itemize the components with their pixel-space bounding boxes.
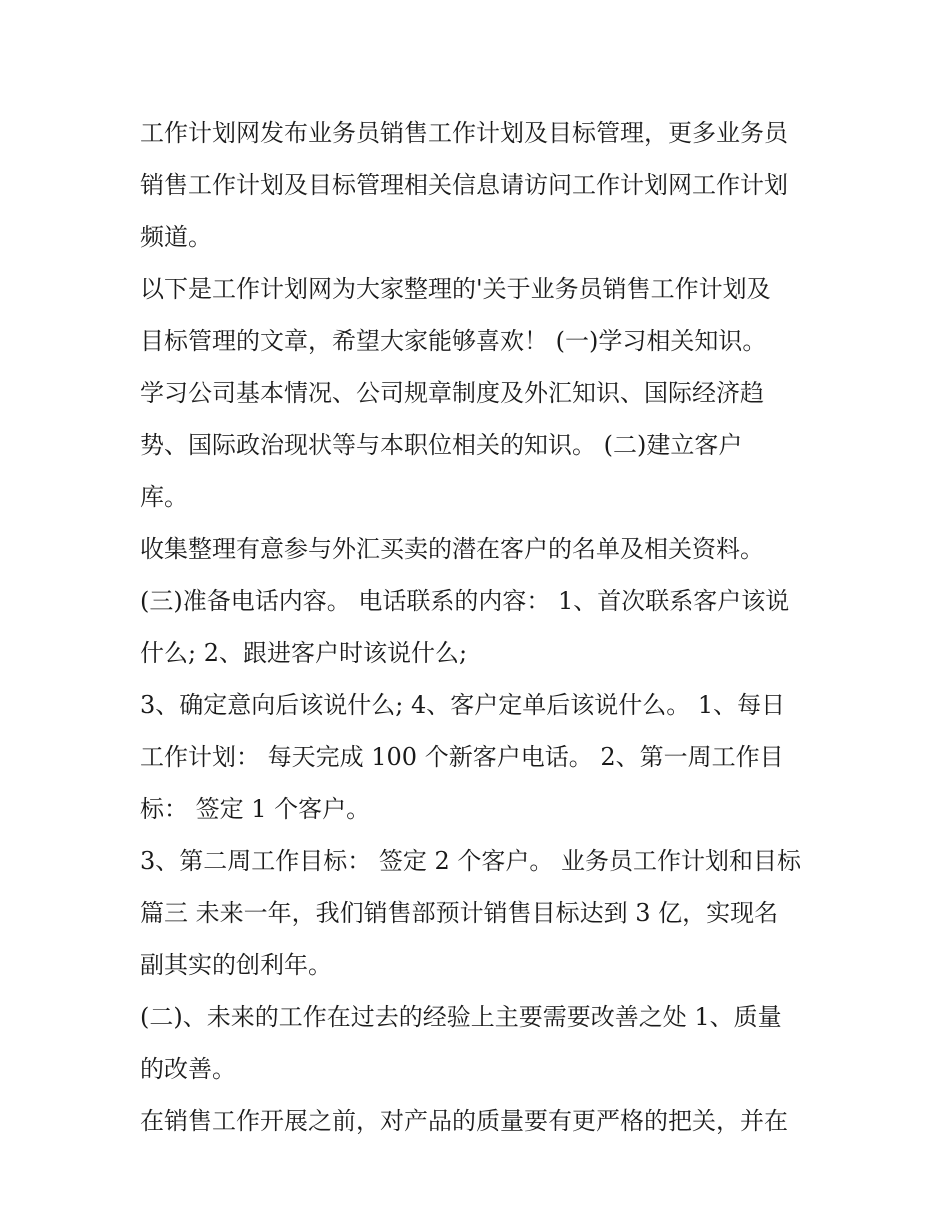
text-line: 频道。 [140, 223, 212, 251]
text-line: 3、确定意向后该说什么; 4、客户定单后该说什么。 1、每日 [140, 691, 786, 719]
text-line: 以下是工作计划网为大家整理的'关于业务员销售工作计划及 [140, 275, 771, 303]
document-body [140, 107, 820, 1147]
text-line: (三)准备电话内容。 电话联系的内容： 1、首次联系客户该说 [140, 587, 790, 615]
text-line: 工作计划网发布业务员销售工作计划及目标管理，更多业务员 [140, 119, 788, 147]
text-line: 工作计划： 每天完成 100 个新客户电话。 2、第一周工作目 [140, 743, 784, 771]
text-line: 篇三 未来一年，我们销售部预计销售目标达到 3 亿，实现名 [140, 899, 779, 927]
text-line: 库。 [140, 483, 188, 511]
text-line: (二)、未来的工作在过去的经验上主要需要改善之处 1、质量 [140, 1003, 782, 1031]
text-line: 标： 签定 1 个客户。 [140, 795, 371, 823]
text-line: 学习公司基本情况、公司规章制度及外汇知识、国际经济趋 [140, 379, 764, 407]
text-line: 销售工作计划及目标管理相关信息请访问工作计划网工作计划 [140, 171, 788, 199]
text-line: 副其实的创利年。 [140, 951, 332, 979]
text-line: 在销售工作开展之前，对产品的质量要有更严格的把关，并在 [140, 1107, 788, 1135]
text-line: 势、国际政治现状等与本职位相关的知识。 (二)建立客户 [140, 431, 743, 459]
text-line: 的改善。 [140, 1055, 236, 1083]
text-line: 3、第二周工作目标： 签定 2 个客户。 业务员工作计划和目标 [140, 847, 802, 875]
text-line: 目标管理的文章，希望大家能够喜欢！ (一)学习相关知识。 [140, 327, 767, 355]
text-line: 什么; 2、跟进客户时该说什么; [140, 639, 468, 667]
text-line: 收集整理有意参与外汇买卖的潜在客户的名单及相关资料。 [140, 535, 764, 563]
